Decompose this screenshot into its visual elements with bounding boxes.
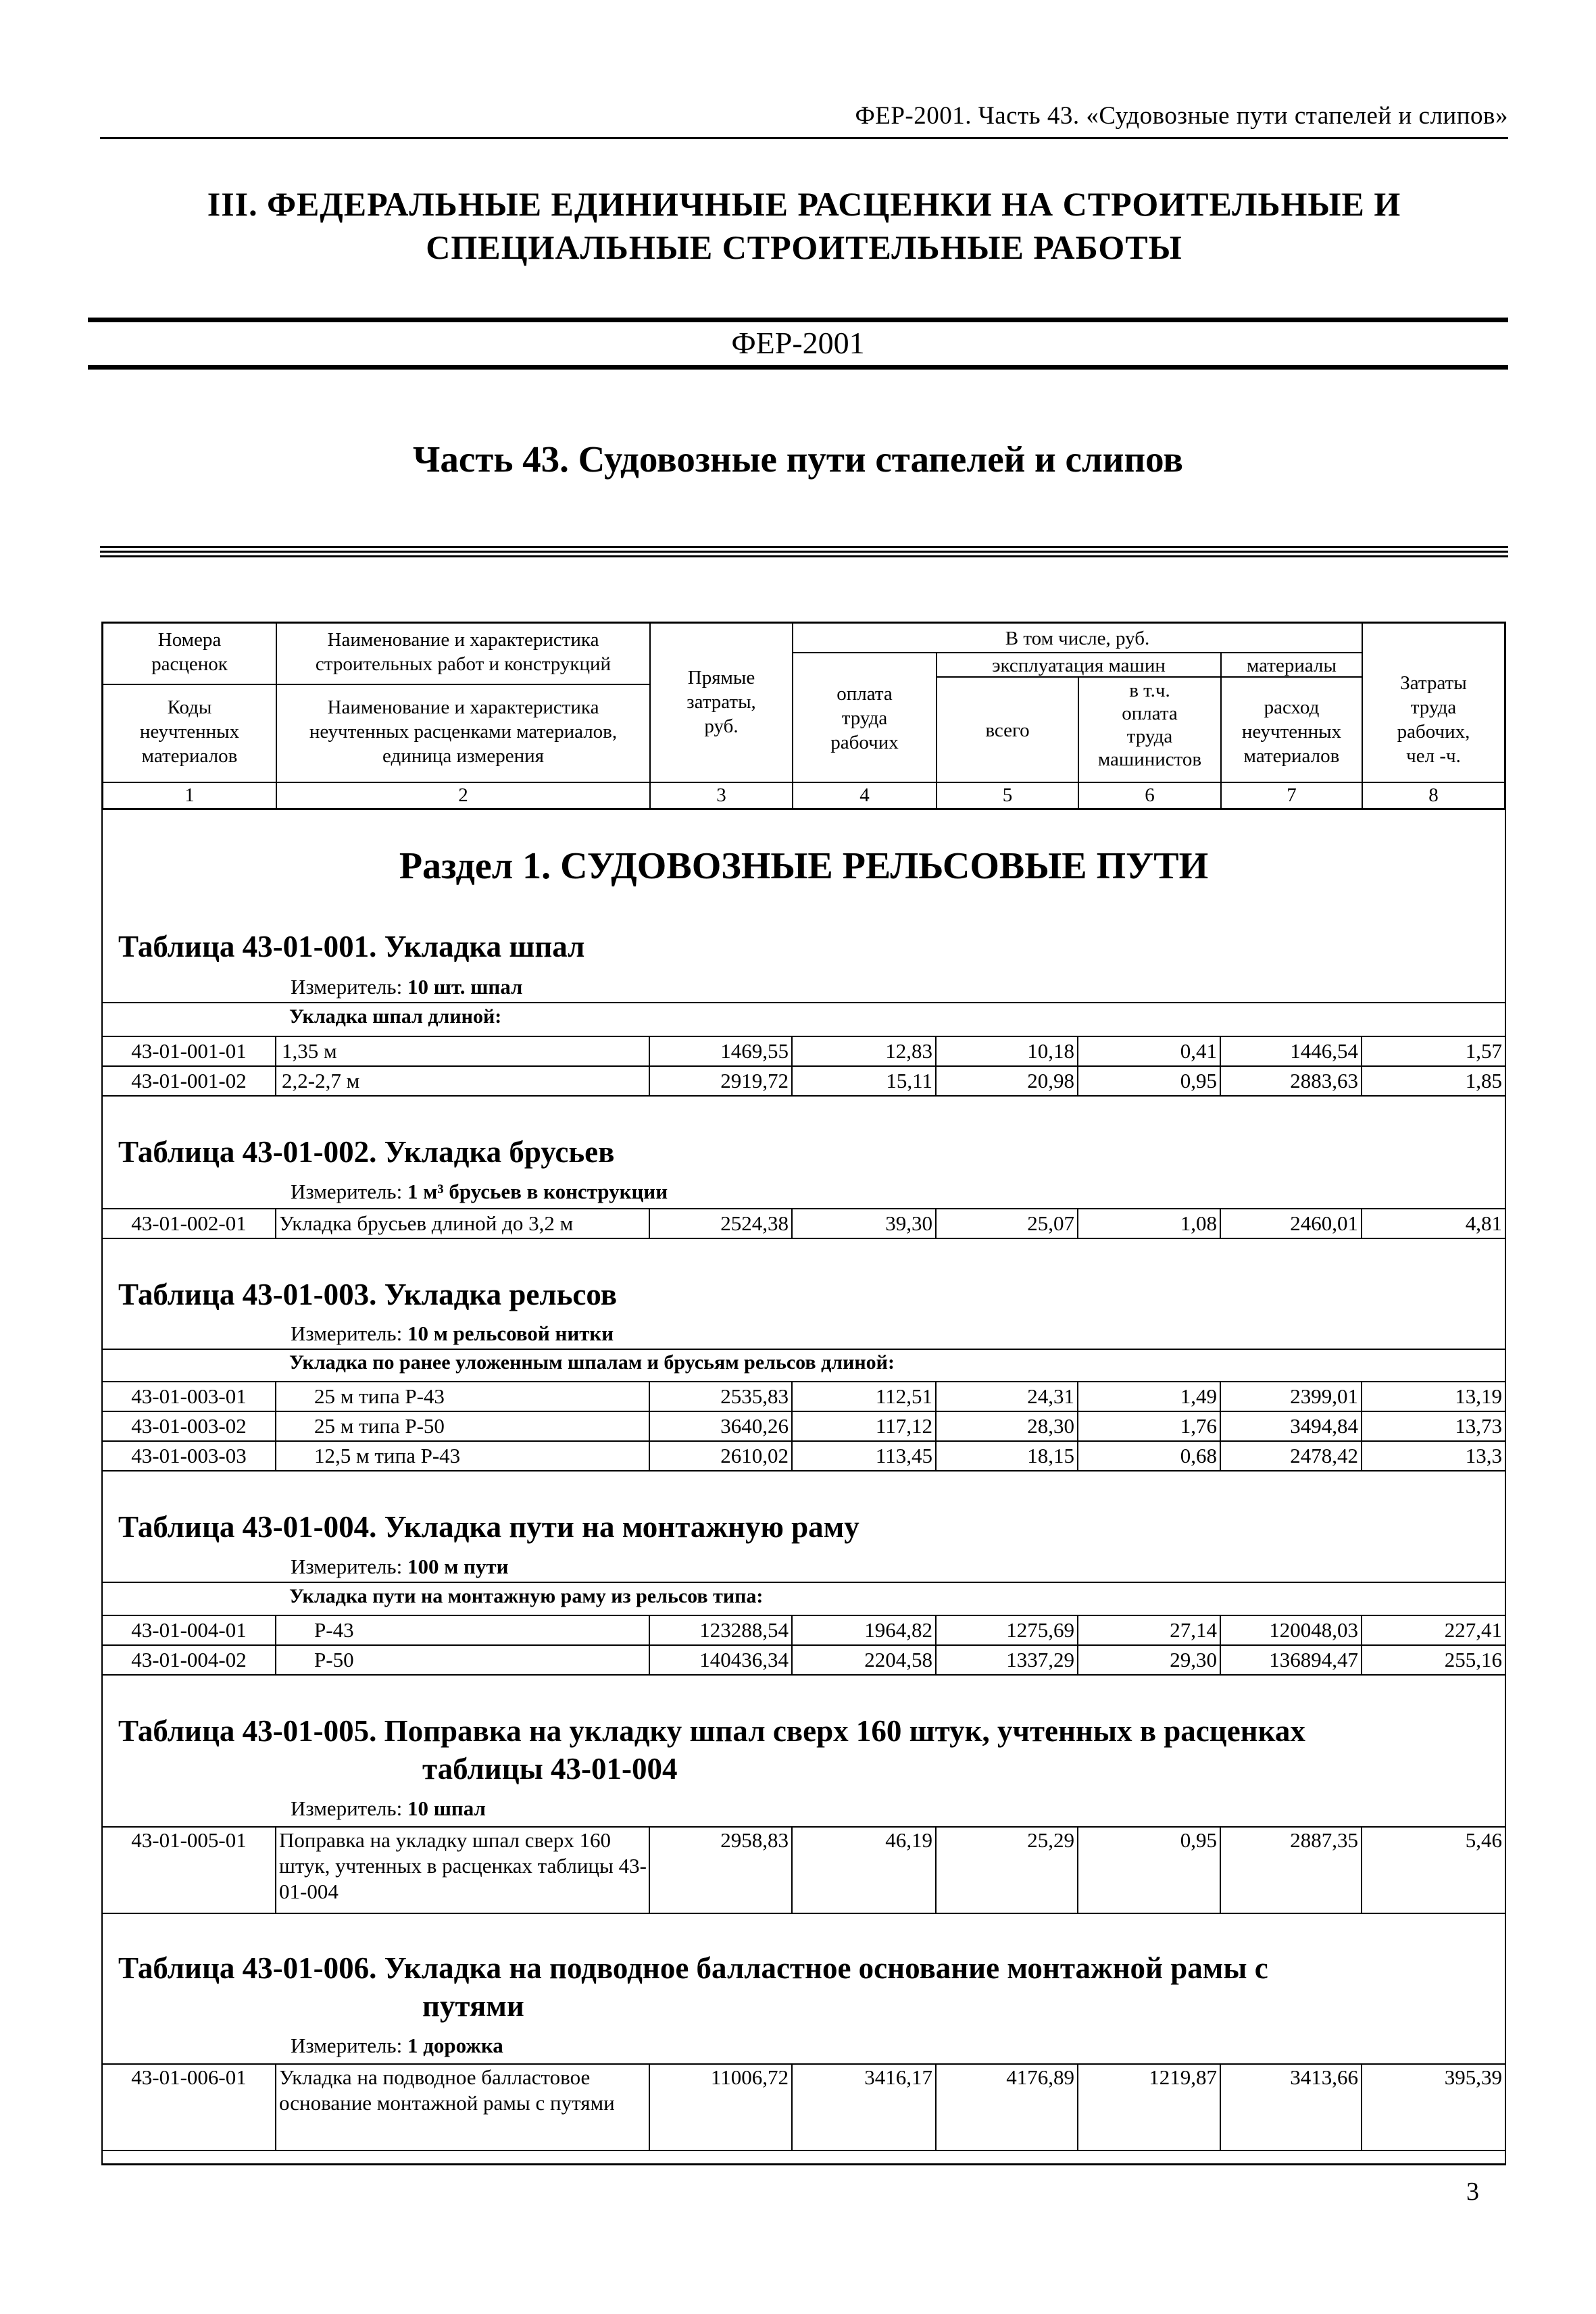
col7-header: расход неучтенных материалов xyxy=(1241,697,1342,767)
row-machinists-pay: 0,68 xyxy=(1078,1442,1221,1470)
row-labor-pay: 1964,82 xyxy=(793,1616,937,1644)
row-materials: 136894,47 xyxy=(1221,1646,1362,1674)
triple-rule xyxy=(100,546,1508,548)
row-direct-cost: 2610,02 xyxy=(650,1442,793,1470)
row-direct-cost: 11006,72 xyxy=(650,2065,793,2150)
row-labor-hours: 395,39 xyxy=(1444,2065,1502,2089)
row-name: 12,5 м типа Р-43 xyxy=(276,1442,650,1470)
col-number: 6 xyxy=(1145,784,1155,806)
row-machines-total: 25,29 xyxy=(937,1828,1078,1913)
row-machinists-pay: 1,49 xyxy=(1078,1382,1221,1411)
incl-header: В том числе, руб. xyxy=(1005,628,1150,649)
table-row xyxy=(101,1615,1506,1646)
row-labor-pay: 113,45 xyxy=(793,1442,937,1470)
row-machines-total: 1275,69 xyxy=(937,1616,1078,1644)
row-code: 43-01-002-01 xyxy=(103,1209,276,1238)
row-name: 1,35 м xyxy=(276,1037,650,1065)
row-machinists-pay: 1,08 xyxy=(1078,1209,1221,1238)
table-title: Таблица 43-01-002. Укладка брусьев xyxy=(118,1135,615,1169)
row-labor-hours: 255,16 xyxy=(1444,1648,1502,1671)
col2-top: Наименование и характеристика строительных работ и конструкций xyxy=(315,629,612,675)
fer-label: ФЕР-2001 xyxy=(731,326,865,360)
header-rule xyxy=(100,137,1508,139)
measurer: Измеритель: 1 м³ брусьев в конструкции xyxy=(291,1180,668,1203)
table-row xyxy=(101,1826,1506,1914)
table-row xyxy=(101,1036,1506,1067)
row-rule xyxy=(101,1002,1506,1003)
razdel-title: Раздел 1. СУДОВОЗНЫЕ РЕЛЬСОВЫЕ ПУТИ xyxy=(399,845,1209,887)
row-labor-hours: 13,3 xyxy=(1465,1444,1502,1467)
row-code: 43-01-003-03 xyxy=(103,1442,276,1470)
row-name: 2,2-2,7 м xyxy=(276,1067,650,1095)
subheader: Укладка по ранее уложенным шпалам и брусьям рельсов длиной: xyxy=(289,1351,895,1374)
row-materials: 3413,66 xyxy=(1221,2065,1362,2150)
fer-rule-bottom xyxy=(88,365,1508,370)
table-title-line-1: Таблица 43-01-006. Укладка на подводное балластное основание монтажной рамы с xyxy=(118,1951,1268,1985)
row-machines-total: 18,15 xyxy=(937,1442,1078,1470)
row-code: 43-01-001-02 xyxy=(103,1067,276,1095)
part-title: Часть 43. Судовозные пути стапелей и слипов xyxy=(413,438,1183,480)
row-direct-cost: 1469,55 xyxy=(650,1037,793,1065)
row-machinists-pay: 0,95 xyxy=(1078,1828,1221,1913)
col-number: 4 xyxy=(859,784,870,806)
machines-header: эксплуатация машин xyxy=(992,655,1166,676)
table-row xyxy=(101,1411,1506,1442)
row-machinists-pay: 0,41 xyxy=(1078,1037,1221,1065)
section-title-line-1: III. ФЕДЕРАЛЬНЫЕ ЕДИНИЧНЫЕ РАСЦЕНКИ НА СТРОИТЕЛЬНЫЕ И xyxy=(207,185,1401,223)
measurer: Измеритель: 1 дорожка xyxy=(291,2034,503,2057)
col-number: 7 xyxy=(1287,784,1297,806)
row-materials: 1446,54 xyxy=(1221,1037,1362,1065)
row-code: 43-01-004-01 xyxy=(103,1616,276,1644)
col-number: 2 xyxy=(458,784,468,806)
col3-header: Прямые затраты, руб. xyxy=(687,667,756,737)
row-materials: 2478,42 xyxy=(1221,1442,1362,1470)
row-name: Укладка брусьев длиной до 3,2 м xyxy=(276,1209,650,1238)
subheader: Укладка пути на монтажную раму из рельсов типа: xyxy=(289,1585,764,1607)
row-labor-hours: 4,81 xyxy=(1465,1211,1502,1235)
col1-top: Номера расценок xyxy=(151,629,228,675)
table-row xyxy=(101,1644,1506,1676)
row-name: 25 м типа Р-43 xyxy=(276,1382,650,1411)
row-direct-cost: 2524,38 xyxy=(650,1209,793,1238)
row-labor-pay: 2204,58 xyxy=(793,1646,937,1674)
measurer: Измеритель: 10 шт. шпал xyxy=(291,975,523,999)
table-row xyxy=(101,1440,1506,1472)
row-machines-total: 20,98 xyxy=(937,1067,1078,1095)
row-machinists-pay: 0,95 xyxy=(1078,1067,1221,1095)
row-direct-cost: 2958,83 xyxy=(650,1828,793,1913)
row-code: 43-01-003-01 xyxy=(103,1382,276,1411)
table-row xyxy=(101,1065,1506,1097)
section-title xyxy=(100,182,1508,269)
row-labor-pay: 112,51 xyxy=(793,1382,937,1411)
row-labor-hours: 13,73 xyxy=(1455,1414,1502,1438)
measurer: Измеритель: 10 шпал xyxy=(291,1796,486,1820)
row-labor-hours: 5,46 xyxy=(1465,1828,1502,1852)
row-rule xyxy=(101,1582,1506,1583)
triple-rule xyxy=(100,551,1508,553)
row-labor-hours: 1,57 xyxy=(1465,1039,1502,1063)
table-title-line-1: Таблица 43-01-005. Поправка на укладку шпал сверх 160 штук, учтенных в расценках xyxy=(118,1714,1305,1748)
row-labor-pay: 39,30 xyxy=(793,1209,937,1238)
row-materials: 2883,63 xyxy=(1221,1067,1362,1095)
col2-bottom: Наименование и характеристика неучтенных расценками материалов, единица измерения xyxy=(309,697,618,767)
row-code: 43-01-005-01 xyxy=(103,1828,276,1913)
col-number: 3 xyxy=(716,784,726,806)
row-machines-total: 10,18 xyxy=(937,1037,1078,1065)
table-row xyxy=(101,1208,1506,1239)
row-machinists-pay: 29,30 xyxy=(1078,1646,1221,1674)
materials-header: материалы xyxy=(1247,655,1337,676)
table-title: Таблица 43-01-003. Укладка рельсов xyxy=(118,1278,618,1311)
row-machines-total: 1337,29 xyxy=(937,1646,1078,1674)
row-labor-pay: 46,19 xyxy=(793,1828,937,1913)
table-title xyxy=(118,1949,1268,2025)
row-direct-cost: 2919,72 xyxy=(650,1067,793,1095)
row-machines-total: 24,31 xyxy=(937,1382,1078,1411)
row-code: 43-01-003-02 xyxy=(103,1412,276,1440)
table-title: Таблица 43-01-001. Укладка шпал xyxy=(118,930,585,963)
row-materials: 2887,35 xyxy=(1221,1828,1362,1913)
row-machinists-pay: 1,76 xyxy=(1078,1412,1221,1440)
row-code: 43-01-004-02 xyxy=(103,1646,276,1674)
row-labor-hours: 227,41 xyxy=(1444,1618,1502,1642)
row-code: 43-01-001-01 xyxy=(103,1037,276,1065)
row-name: 25 м типа Р-50 xyxy=(276,1412,650,1440)
row-labor-pay: 3416,17 xyxy=(793,2065,937,2150)
table-title: Таблица 43-01-004. Укладка пути на монтажную раму xyxy=(118,1510,859,1544)
row-name: Р-50 xyxy=(276,1646,650,1674)
col6-header: в т.ч. оплата труда машинистов xyxy=(1097,680,1202,770)
row-materials: 2399,01 xyxy=(1221,1382,1362,1411)
row-labor-pay: 12,83 xyxy=(793,1037,937,1065)
row-labor-hours: 1,85 xyxy=(1465,1069,1502,1092)
row-name: Р-43 xyxy=(276,1616,650,1644)
page-number: 3 xyxy=(1466,2178,1479,2206)
row-direct-cost: 3640,26 xyxy=(650,1412,793,1440)
row-direct-cost: 2535,83 xyxy=(650,1382,793,1411)
row-machines-total: 25,07 xyxy=(937,1209,1078,1238)
fer-rule-top xyxy=(88,318,1508,322)
row-labor-hours: 13,19 xyxy=(1455,1384,1502,1408)
row-labor-pay: 15,11 xyxy=(793,1067,937,1095)
running-header: ФЕР-2001. Часть 43. «Судовозные пути стапелей и слипов» xyxy=(855,102,1508,130)
row-rule xyxy=(101,1349,1506,1350)
col1-bottom: Коды неучтенных материалов xyxy=(139,697,240,767)
col-number: 1 xyxy=(184,784,195,806)
subheader: Укладка шпал длиной: xyxy=(289,1005,502,1028)
col-number: 5 xyxy=(1002,784,1013,806)
row-materials: 120048,03 xyxy=(1221,1616,1362,1644)
col5-header: всего xyxy=(985,720,1030,741)
measurer: Измеритель: 10 м рельсовой нитки xyxy=(291,1322,614,1345)
col-number: 8 xyxy=(1428,784,1439,806)
row-labor-pay: 117,12 xyxy=(793,1412,937,1440)
row-materials: 2460,01 xyxy=(1221,1209,1362,1238)
col8-header: Затраты труда рабочих, чел -ч. xyxy=(1397,672,1470,767)
row-direct-cost: 123288,54 xyxy=(650,1616,793,1644)
col4-header: оплата труда рабочих xyxy=(830,683,899,753)
section-title-line-2: СПЕЦИАЛЬНЫЕ СТРОИТЕЛЬНЫЕ РАБОТЫ xyxy=(426,228,1182,266)
row-materials: 3494,84 xyxy=(1221,1412,1362,1440)
table-title-line-2: таблицы 43-01-004 xyxy=(422,1752,678,1786)
row-direct-cost: 140436,34 xyxy=(650,1646,793,1674)
row-name: Поправка на укладку шпал сверх 160 штук, учтенных в расценках таблицы 43-01-004 xyxy=(276,1828,650,1913)
row-code: 43-01-006-01 xyxy=(103,2065,276,2150)
table-title xyxy=(118,1712,1305,1788)
row-machinists-pay: 27,14 xyxy=(1078,1616,1221,1644)
measurer: Измеритель: 100 м пути xyxy=(291,1555,509,1578)
row-machines-total: 28,30 xyxy=(937,1412,1078,1440)
table-title-line-2: путями xyxy=(422,1989,524,2023)
row-name: Укладка на подводное балластовое основание монтажной рамы с путями xyxy=(276,2065,650,2150)
row-machinists-pay: 1219,87 xyxy=(1078,2065,1221,2150)
triple-rule xyxy=(100,555,1508,557)
row-machines-total: 4176,89 xyxy=(937,2065,1078,2150)
table-row xyxy=(101,2063,1506,2151)
table-header xyxy=(101,622,1506,810)
table-row xyxy=(101,1381,1506,1412)
